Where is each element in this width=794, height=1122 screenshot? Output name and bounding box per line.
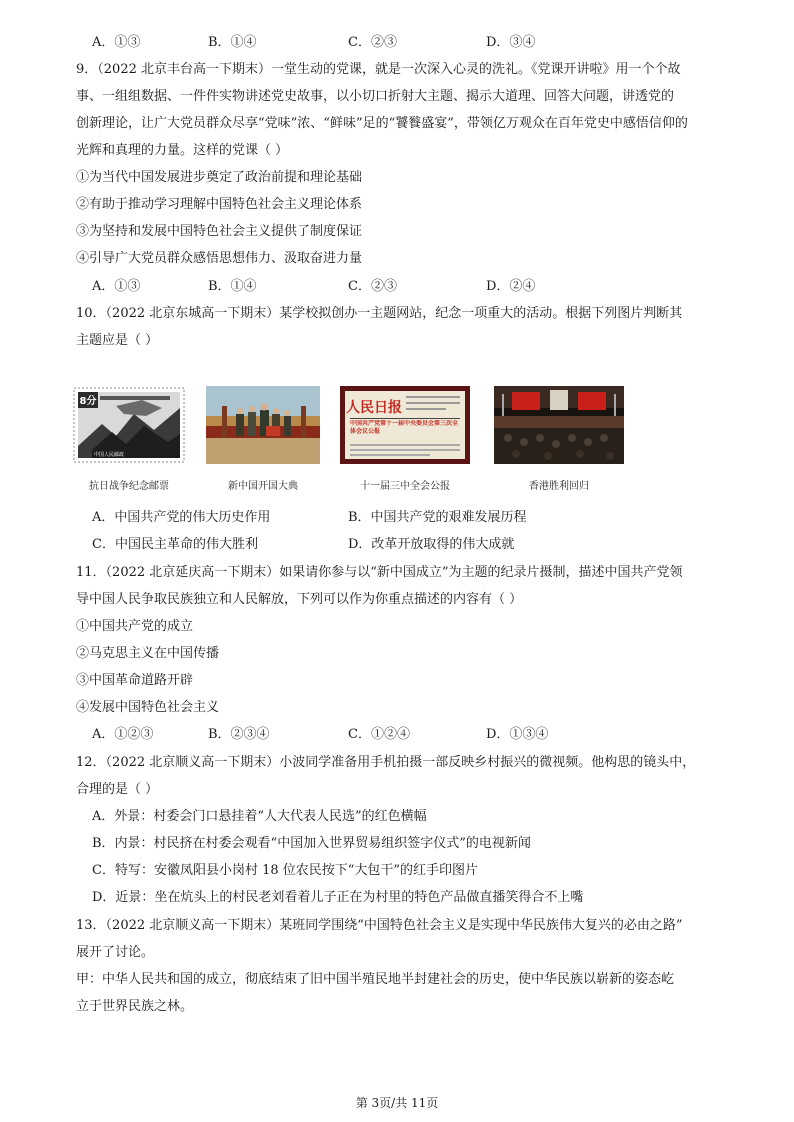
q11-option-d[interactable]: D．①③④ (486, 727, 549, 742)
q12-option-a[interactable]: A．外景：村委会门口悬挂着“人大代表人民选”的红色横幅 (92, 809, 427, 824)
q11-item: ③中国革命道路开辟 (76, 673, 194, 688)
q13-stem-line: 甲：中华人民共和国的成立，彻底结束了旧中国半殖民地半封建社会的历史，使中华民族以崭新的姿态屹 (76, 972, 675, 987)
newspaper-illustration (340, 386, 470, 464)
q9-options (92, 274, 652, 300)
founding-ceremony-painting (206, 386, 320, 464)
q11-options (92, 722, 652, 748)
q13-stem-line: 立于世界民族之林。 (76, 999, 194, 1014)
q9-option-a[interactable]: A．①③ (92, 279, 141, 294)
q9-stem-line: 事、一组组数据、一件件实物讲述党史故事，以小切口折射大主题、揭示大道理、回答大问题，讲透党的 (76, 89, 675, 104)
q12-option-d[interactable]: D．近景：坐在炕头上的村民老刘看着儿子正在为村里的特色产品做直播笑得合不上嘴 (92, 890, 584, 905)
q12-stem-line: 合理的是（ ） (76, 782, 159, 797)
stamp-illustration (72, 386, 186, 464)
q11-option-c[interactable]: C．①②④ (348, 727, 410, 742)
figure-caption-stamp: 抗日战争纪念邮票 (89, 481, 169, 492)
q11-item: ①中国共产党的成立 (76, 619, 194, 634)
q8-option-c[interactable]: C．②③ (348, 35, 397, 50)
page-number: 第 3页/共 11页 (355, 1096, 439, 1110)
q9-item: ②有助于推动学习理解中国特色社会主义理论体系 (76, 197, 363, 212)
q9-stem-line: 创新理论，让广大党员群众尽享“党味”浓、“鲜味”足的“饕餮盛宴”，带领亿万观众在百年党史中感悟信仰的 (76, 116, 688, 131)
q12-stem-line: 12．（2022 北京顺义高一下期末）小波同学准备用手机拍摄一部反映乡村振兴的微视频。他构思的镜头中， (76, 755, 696, 770)
stamp-issuer-text: 中国人民邮政 (94, 452, 125, 458)
q9-option-c[interactable]: C．②③ (348, 279, 397, 294)
q10-stem-line: 主题应是（ ） (76, 333, 159, 348)
q9-item: ④引导广大党员群众感悟思想伟力、汲取奋进力量 (76, 251, 363, 266)
q10-figure-row (72, 386, 632, 496)
handover-ceremony-photo (494, 386, 624, 464)
q11-option-b[interactable]: B．②③④ (208, 727, 270, 742)
q11-stem-line: 导中国人民争取民族独立和人民解放，下列可以作为你重点描述的内容有（ ） (76, 592, 523, 607)
q11-option-a[interactable]: A．①②③ (92, 727, 154, 742)
q12-option-b[interactable]: B．内景：村民挤在村委会观看“中国加入世界贸易组织签字仪式”的电视新闻 (92, 836, 531, 851)
q9-option-d[interactable]: D．②④ (486, 279, 536, 294)
q10-option-a[interactable]: A．中国共产党的伟大历史作用 (92, 510, 271, 525)
third-plenary-communique-image (340, 386, 470, 464)
q9-item: ①为当代中国发展进步奠定了政治前提和理论基础 (76, 170, 363, 185)
q11-stem-line: 11．（2022 北京延庆高一下期末）如果请你参与以“新中国成立”为主题的纪录片摄制，描述中国共产党领 (76, 565, 683, 580)
q10-option-b[interactable]: B．中国共产党的艰难发展历程 (348, 510, 527, 525)
newspaper-masthead-text: 人民日报 (346, 400, 402, 416)
q13-stem-line: 展开了讨论。 (76, 945, 155, 960)
founding-ceremony-image (206, 386, 320, 464)
stamp-value-text: 8分 (79, 396, 97, 407)
q12-option-c[interactable]: C．特写：安徽凤阳县小岗村 18 位农民按下“大包干”的红手印图片 (92, 863, 479, 878)
q10-option-d[interactable]: D．改革开放取得的伟大成就 (348, 537, 515, 552)
q10-options-row-1 (92, 505, 692, 531)
hong-kong-return-image (494, 386, 624, 464)
q8-option-b[interactable]: B．①④ (208, 35, 257, 50)
figure-caption-founding: 新中国开国大典 (228, 481, 298, 492)
q10-option-c[interactable]: C．中国民主革命的伟大胜利 (92, 537, 258, 552)
figure-caption-communique: 十一届三中全会公报 (360, 481, 450, 492)
q10-stem-line: 10．（2022 北京东城高一下期末）某学校拟创办一主题网站，纪念一项重大的活动。根据下列图片判断其 (76, 306, 683, 321)
q11-item: ②马克思主义在中国传播 (76, 646, 220, 661)
q8-option-a[interactable]: A．①③ (92, 35, 141, 50)
q8-option-d[interactable]: D．③④ (486, 35, 536, 50)
q11-item: ④发展中国特色社会主义 (76, 700, 220, 715)
figure-caption-hong-kong: 香港胜利回归 (529, 481, 589, 492)
q10-options-row-2 (92, 532, 692, 558)
newspaper-headline-text: 中国共产党第十一届中央委员会第三次全体会议公报 (350, 420, 459, 435)
q9-stem-line: 光辉和真理的力量。这样的党课（ ） (76, 143, 289, 158)
q9-option-b[interactable]: B．①④ (208, 279, 257, 294)
q13-stem-line: 13．（2022 北京顺义高一下期末）某班同学围绕“中国特色社会主义是实现中华民族伟大复兴的必由之路” (76, 918, 683, 933)
q8-options (92, 30, 652, 56)
q9-stem-line: 9．（2022 北京丰台高一下期末）一堂生动的党课，就是一次深入心灵的洗礼。《党课开讲啦》用一个个故 (76, 62, 681, 77)
anti-japanese-war-stamp-image (72, 386, 186, 464)
q9-item: ③为坚持和发展中国特色社会主义提供了制度保证 (76, 224, 363, 239)
